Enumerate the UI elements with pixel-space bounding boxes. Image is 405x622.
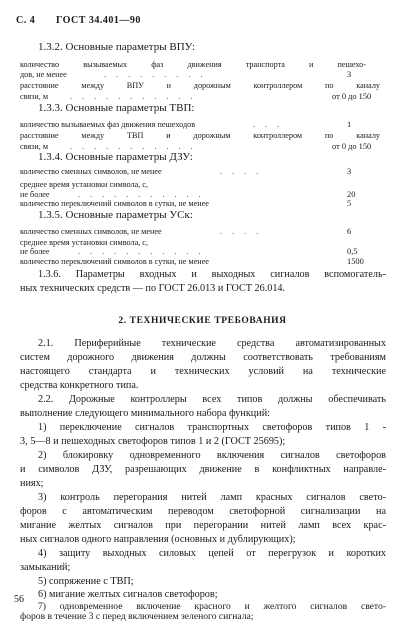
param-value: 3 <box>347 70 352 79</box>
page-header-number: С. 4 <box>16 15 36 26</box>
paragraph-1-3-6: 1.3.6. Параметры входных и выходных сигналов вспомогатель- <box>38 269 386 280</box>
param-value: 6 <box>347 227 352 236</box>
paragraph-2-1: настоящего стандарта и технических условий на технические <box>20 366 386 377</box>
param-line: количество вызываемых фаз движения пешеходов <box>20 120 196 129</box>
heading-1-3-5: 1.3.5. Основные параметры УСк: <box>38 209 193 221</box>
list-item: замыканий; <box>20 562 71 573</box>
param-value: 0,5 <box>347 247 358 256</box>
dot-leader: .... <box>220 167 269 176</box>
list-item: 3, 5—8 и пешеходных светофоров типов 1 и 2 (ГОСТ 25695); <box>20 436 286 447</box>
list-item: 5) сопряжение с ТВП; <box>38 576 134 587</box>
list-item: форов в течение 3 с перед включением зеленого сигнала; <box>20 611 254 622</box>
param-line: количество сменных символов, не менее <box>20 167 162 176</box>
param-line: связи, м <box>20 92 49 101</box>
dot-leader: ... <box>253 120 290 129</box>
param-line: не более <box>20 190 50 199</box>
heading-1-3-2: 1.3.2. Основные параметры ВПУ: <box>38 41 196 53</box>
param-value: 1500 <box>347 257 364 266</box>
paragraph-2-1: систем дорожного движения должны соответствовать требованиям <box>20 352 386 363</box>
dot-leader: ........... <box>78 190 211 199</box>
param-line: количество вызываемых фаз движения транспорта и пешехо- <box>20 60 366 69</box>
list-item: 7) одновременное включение красного и желтого сигналов свето- <box>38 601 386 612</box>
param-value: 20 <box>347 190 356 199</box>
param-line: среднее время установки символа, с, <box>20 180 148 189</box>
list-item: форов с автоматическим переводом светофорной сигнализации на <box>20 506 386 517</box>
param-line: количество сменных символов, не менее <box>20 227 162 236</box>
paragraph-2-2: выполнение следующего минимального набора функций: <box>20 408 270 419</box>
param-line: среднее время установки символа, с, <box>20 238 148 247</box>
list-item: ниях; <box>20 478 44 489</box>
param-line: количество переключений символов в сутки, не менее <box>20 199 209 208</box>
dot-leader: ........... <box>70 92 203 101</box>
heading-1-3-4: 1.3.4. Основные параметры ДЗУ: <box>38 151 193 163</box>
param-line: количество переключений символов в сутки, не менее <box>20 257 209 266</box>
dot-leader: ......... <box>104 70 213 79</box>
heading-1-3-3: 1.3.3. Основные параметры ТВП: <box>38 102 195 114</box>
paragraph-2-2: 2.2. Дорожные контроллеры всех типов должны обеспечивать <box>38 394 386 405</box>
paragraph-2-1: 2.1. Периферийные технические средства автоматизированных <box>38 338 386 349</box>
param-line: не более <box>20 247 50 256</box>
section-title: 2. ТЕХНИЧЕСКИЕ ТРЕБОВАНИЯ <box>118 316 287 326</box>
list-item: 6) мигание желтых сигналов светофоров; <box>38 589 218 600</box>
dot-leader: ........... <box>70 142 203 151</box>
dot-leader: .... <box>220 227 269 236</box>
page-number: 56 <box>14 594 24 605</box>
list-item: мигание желтых сигналов при перегорании нитей ламп всех крас- <box>20 520 386 531</box>
list-item: 3) контроль перегорания нитей ламп красных сигналов свето- <box>38 492 386 503</box>
dot-leader: ........... <box>78 247 211 256</box>
list-item: 2) блокировку одновременного включения сигналов светофоров <box>38 450 386 461</box>
list-item: ных сигналов одного направления (основных и дублирующих); <box>20 534 296 545</box>
param-line: связи, м <box>20 142 49 151</box>
paragraph-2-1: средства конкретного типа. <box>20 380 139 391</box>
page-header-standard: ГОСТ 34.401—90 <box>56 15 141 26</box>
param-line: расстояние между ВПУ и дорожным контроллером по каналу <box>20 81 380 90</box>
param-value: 3 <box>347 167 352 176</box>
param-value: 1 <box>347 120 352 129</box>
list-item: 1) переключение сигналов транспортных светофоров типов 1 - <box>38 422 386 433</box>
list-item: и символов ДЗУ, разрешающих движение в конфликтных направле- <box>20 464 386 475</box>
param-value: от 0 до 150 <box>332 142 372 151</box>
param-value: 5 <box>347 199 352 208</box>
param-line: дов, не менее <box>20 70 67 79</box>
param-line: расстояние между ТВП и дорожным контроллером по каналу <box>20 131 380 140</box>
paragraph-1-3-6: ных технических средств — по ГОСТ 26.013 и ГОСТ 26.014. <box>20 283 286 294</box>
param-value: от 0 до 150 <box>332 92 372 101</box>
list-item: 4) защиту выходных силовых цепей от перегрузок и коротких <box>38 548 386 559</box>
